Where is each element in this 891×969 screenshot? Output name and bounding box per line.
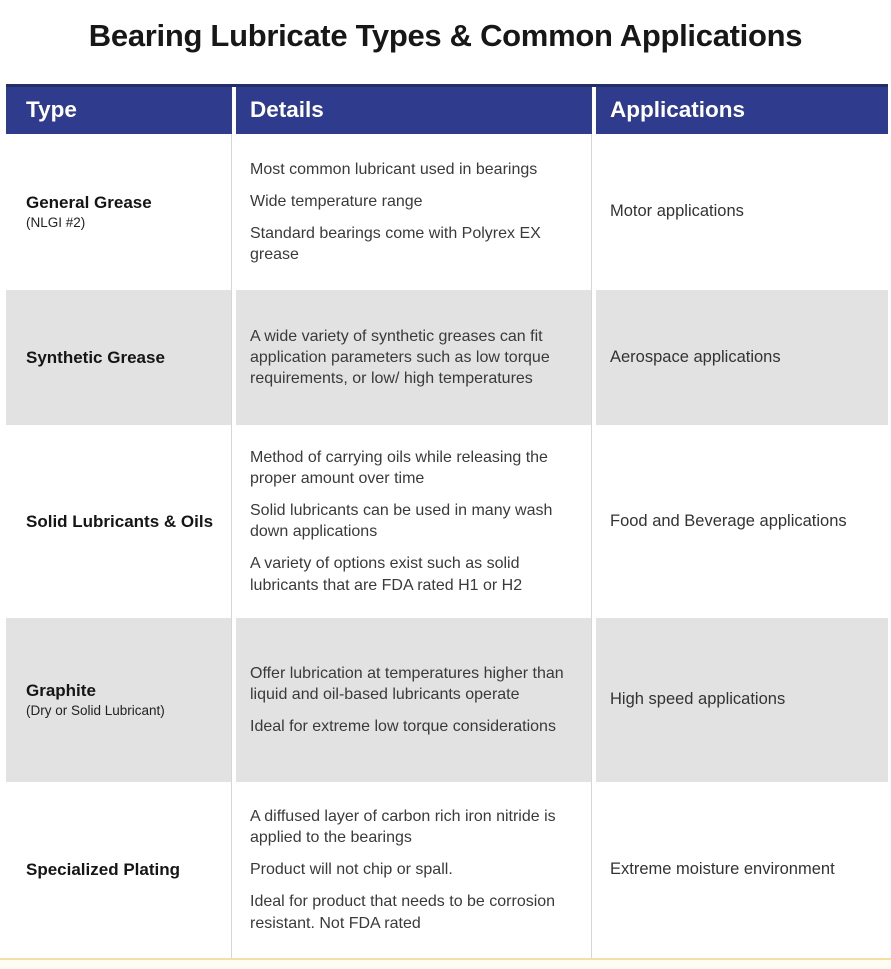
table-row [6,290,888,425]
table-row [6,618,888,782]
lubricant-table [6,84,888,958]
type-cell [6,782,232,958]
detail-paragraph: A variety of options exist such as solid lubricants that are FDA rated H1 or H2 [250,555,523,594]
type-note: (Dry or Solid Lubricant) [26,702,165,718]
page-title: Bearing Lubricate Types & Common Applications [88,18,803,53]
details-cell [236,290,592,425]
details-cell [236,782,592,958]
footer-accent-strip [0,958,891,969]
application-cell [596,425,888,618]
column-header-applications: Applications [596,87,888,134]
type-cell [6,618,232,782]
table-row [6,134,888,290]
detail-paragraph: Offer lubrication at temperatures higher than liquid and oil-based lubricants operate [250,664,564,703]
application-text: Food and Beverage applications [610,511,847,530]
detail-paragraph: Ideal for product that needs to be corrosion resistant. Not FDA rated [250,893,556,932]
application-cell [596,782,888,958]
detail-paragraph: A diffused layer of carbon rich iron nitride is applied to the bearings [250,808,556,847]
detail-paragraph: Solid lubricants can be used in many wash down applications [250,502,553,541]
application-cell [596,134,888,290]
details-cell [236,425,592,618]
type-name: Solid Lubricants & Oils [26,511,214,531]
detail-paragraph: Method of carrying oils while releasing the proper amount over time [250,449,548,488]
details-cell [236,134,592,290]
application-text: Aerospace applications [610,347,781,366]
application-text: Extreme moisture environment [610,860,835,879]
details-cell [236,618,592,782]
application-text: High speed applications [610,690,786,709]
application-cell [596,618,888,782]
table-body [6,134,888,958]
type-name: General Grease [26,193,152,213]
type-name: Specialized Plating [26,860,180,880]
table-row [6,782,888,958]
column-header-details: Details [236,87,592,134]
type-note: (NLGI #2) [26,214,86,230]
column-header-type: Type [6,87,232,134]
type-cell [6,425,232,618]
type-name: Synthetic Grease [26,347,165,367]
detail-paragraph: Ideal for extreme low torque considerations [250,717,556,735]
detail-paragraph: Wide temperature range [250,192,423,210]
table-row [6,425,888,618]
detail-paragraph: A wide variety of synthetic greases can fit application parameters such as low torque requirements, or low/ high temperatures [250,327,550,387]
detail-paragraph: Most common lubricant used in bearings [250,160,538,178]
table-header-row [6,84,888,134]
application-text: Motor applications [610,202,744,221]
type-cell [6,134,232,290]
type-name: Graphite [26,681,96,701]
detail-paragraph: Standard bearings come with Polyrex EX grease [250,224,541,263]
application-cell [596,290,888,425]
type-cell [6,290,232,425]
detail-paragraph: Product will not chip or spall. [250,861,453,879]
